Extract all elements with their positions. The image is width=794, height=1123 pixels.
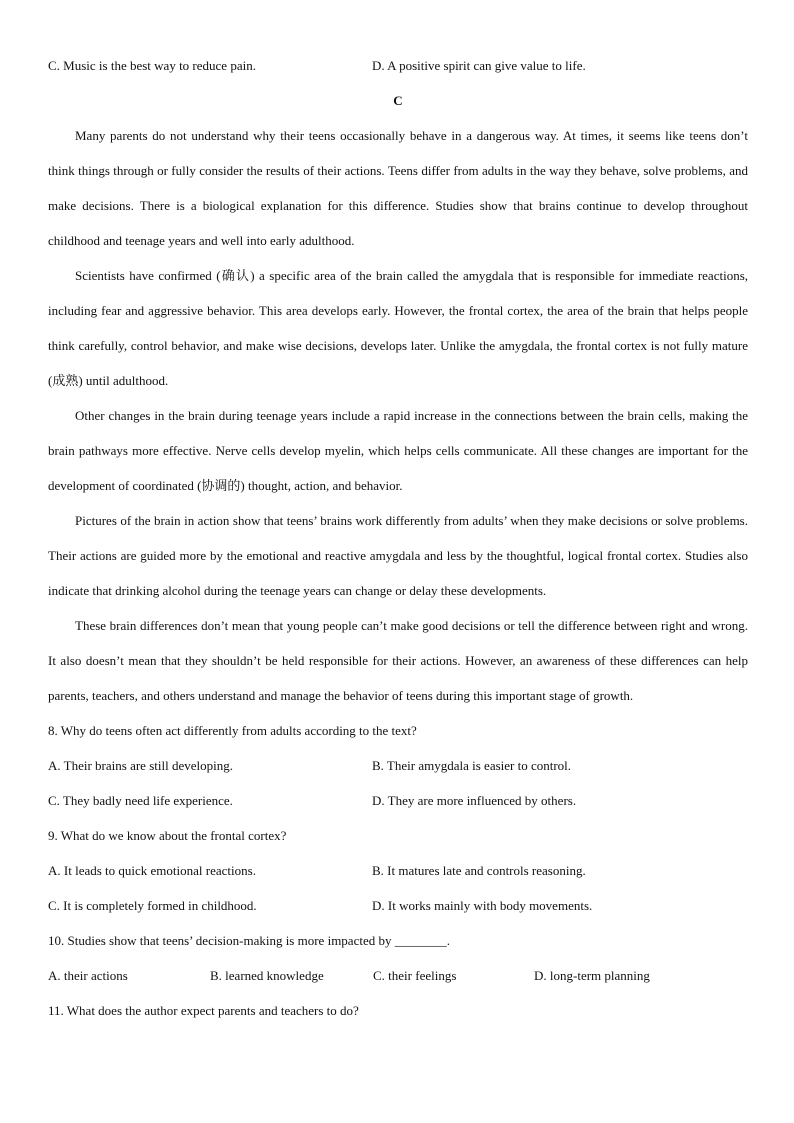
- q10-option-d: D. long-term planning: [534, 968, 650, 983]
- previous-question-options: [48, 48, 748, 83]
- q8-option-d: D. They are more influenced by others.: [372, 793, 577, 808]
- question-8-options-row-2: [48, 783, 748, 818]
- q8-option-a: A. Their brains are still developing.: [48, 758, 233, 773]
- q10-option-a: A. their actions: [48, 968, 128, 983]
- passage-paragraph-4: Pictures of the brain in action show that teens’ brains work differently from adults’ when they make decisions or solve problems. Their actions are guided more by the emotional and reactive amygdala and less by the thoughtful, logical frontal cortex. Studies also indicate that drinking alcohol during the teenage years can change or delay these developments.: [48, 513, 748, 598]
- q9-option-a: A. It leads to quick emotional reactions.: [48, 863, 256, 878]
- passage-paragraph-1: Many parents do not understand why their teens occasionally behave in a dangerous way. At times, it seems like teens don’t think things through or fully consider the results of their actions. Teens differ from adults in the way they behave, solve problems, and make decisions. There is a biological explanation for this difference. Studies show that brains continue to develop throughout childhood and teenage years and well into early adulthood.: [48, 128, 748, 248]
- q9-option-d: D. It works mainly with body movements.: [372, 898, 593, 913]
- passage-paragraph-2: Scientists have confirmed (确认) a specific area of the brain called the amygdala that is responsible for immediate reactions, including fear and aggressive behavior. This area develops early. However, the frontal cortex, the area of the brain that helps people think carefully, control behavior, and make wise decisions, develops later. Unlike the amygdala, the frontal cortex is not fully mature (成熟) until adulthood.: [48, 268, 748, 388]
- question-9: 9. What do we know about the frontal cortex?: [48, 828, 287, 843]
- question-9-options-row-1: [48, 853, 748, 888]
- q8-option-b: B. Their amygdala is easier to control.: [372, 758, 572, 773]
- option-d: D. A positive spirit can give value to life.: [372, 58, 586, 73]
- worksheet-page: [48, 0, 748, 1028]
- question-10: 10. Studies show that teens’ decision-making is more impacted by ________.: [48, 933, 450, 948]
- q9-option-c: C. It is completely formed in childhood.: [48, 898, 257, 913]
- question-10-options: [48, 958, 748, 993]
- question-8-options-row-1: [48, 748, 748, 783]
- q8-option-c: C. They badly need life experience.: [48, 793, 233, 808]
- option-c: C. Music is the best way to reduce pain.: [48, 58, 256, 73]
- passage-paragraph-5: These brain differences don’t mean that young people can’t make good decisions or tell the difference between right and wrong. It also doesn’t mean that they shouldn’t be held responsible for their actions. However, an awareness of these differences can help parents, teachers, and others understand and manage the behavior of teens during this important stage of growth.: [48, 618, 748, 703]
- q9-option-b: B. It matures late and controls reasoning.: [372, 863, 586, 878]
- question-8: 8. Why do teens often act differently from adults according to the text?: [48, 723, 417, 738]
- section-title: C: [393, 93, 403, 108]
- passage-paragraph-3: Other changes in the brain during teenage years include a rapid increase in the connections between the brain cells, making the brain pathways more effective. Nerve cells develop myelin, which helps cells communicate. All these changes are important for the development of coordinated (协调的) thought, action, and behavior.: [48, 408, 748, 493]
- q10-option-c: C. their feelings: [373, 968, 457, 983]
- q10-option-b: B. learned knowledge: [210, 968, 324, 983]
- question-9-options-row-2: [48, 888, 748, 923]
- question-11: 11. What does the author expect parents and teachers to do?: [48, 1003, 359, 1018]
